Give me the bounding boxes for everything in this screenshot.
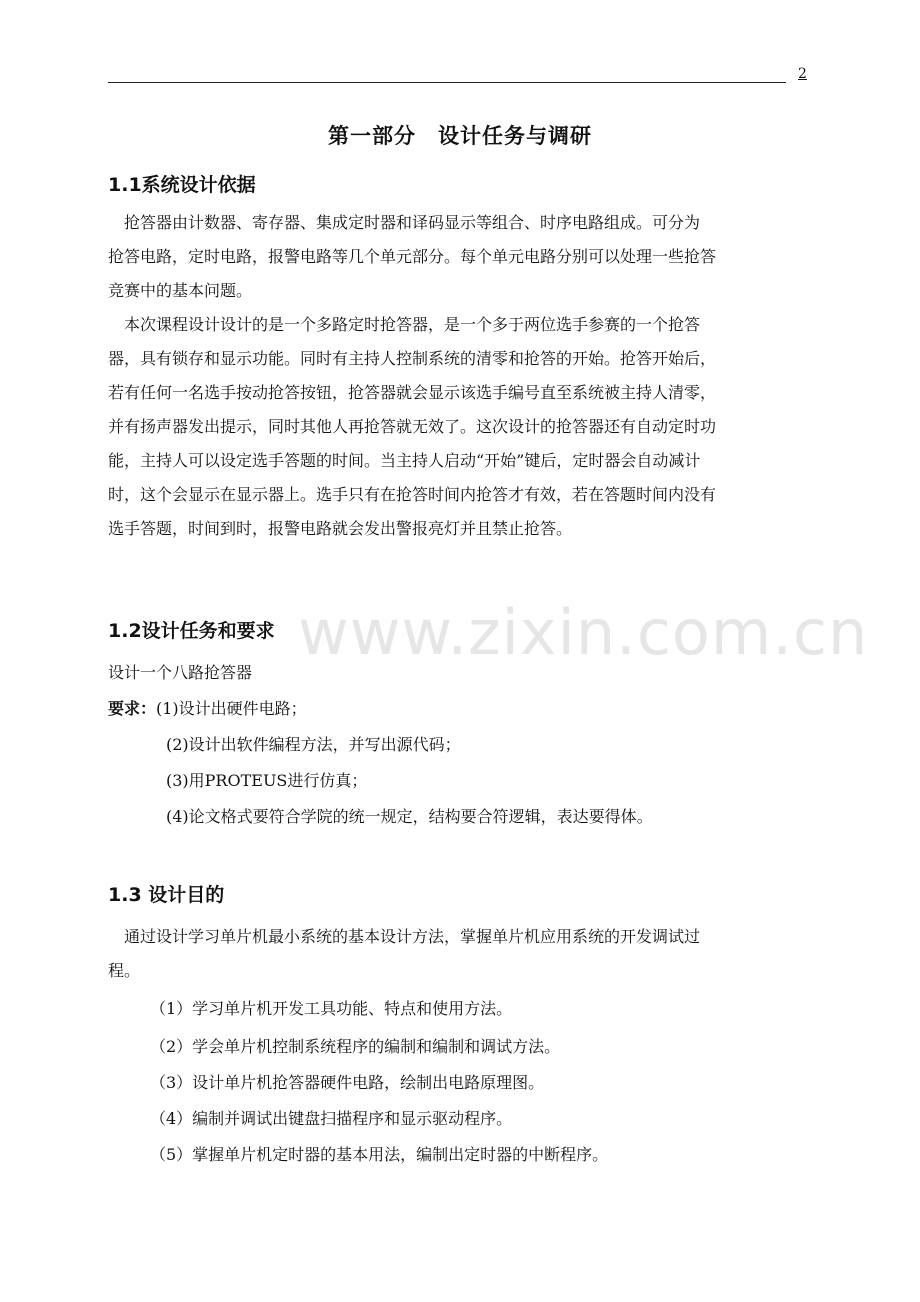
header-rule bbox=[108, 82, 786, 83]
paragraph-line: 本次课程设计设计的是一个多路定时抢答器，是一个多于两位选手参赛的一个抢答 bbox=[108, 315, 701, 334]
objective-item: （3）设计单片机抢答器硬件电路，绘制出电路原理图。 bbox=[150, 1073, 545, 1092]
section-heading-1-3: 1.3 设计目的 bbox=[108, 884, 225, 906]
paragraph-line: 时，这个会显示在显示器上。选手只有在抢答时间内抢答才有效，若在答题时间内没有 bbox=[108, 485, 717, 504]
paragraph-line: 器，具有锁存和显示功能。同时有主持人控制系统的清零和抢答的开始。抢答开始后， bbox=[108, 349, 717, 368]
requirement-item: (3)用PROTEUS进行仿真； bbox=[166, 771, 368, 790]
paragraph-line: 抢答电路，定时电路，报警电路等几个单元部分。每个单元电路分别可以处理一些抢答 bbox=[108, 247, 717, 266]
task-line: 设计一个八路抢答器 bbox=[108, 663, 253, 682]
paragraph-1-1-b bbox=[108, 308, 814, 546]
paragraph-line: 抢答器由计数器、寄存器、集成定时器和译码显示等组合、时序电路组成。可分为 bbox=[108, 213, 701, 232]
paragraph-line: 竞赛中的基本问题。 bbox=[108, 281, 253, 300]
paragraph-1-1-a bbox=[108, 206, 814, 308]
requirement-item: (1)设计出硬件电路； bbox=[156, 699, 307, 718]
paragraph-line: 选手答题，时间到时，报警电路就会发出警报亮灯并且禁止抢答。 bbox=[108, 519, 573, 538]
paragraph-line: 程。 bbox=[108, 961, 141, 980]
objective-item: （2）学会单片机控制系统程序的编制和编制和调试方法。 bbox=[150, 1037, 561, 1056]
objective-item: （1）学习单片机开发工具功能、特点和使用方法。 bbox=[150, 999, 513, 1018]
paragraph-1-3 bbox=[108, 920, 814, 988]
watermark: www.zixin.com.cn bbox=[298, 596, 869, 669]
page-number: 2 bbox=[798, 66, 807, 82]
objective-item: （4）编制并调试出键盘扫描程序和显示驱动程序。 bbox=[150, 1109, 513, 1128]
paragraph-line: 并有扬声器发出提示，同时其他人再抢答就无效了。这次设计的抢答器还有自动定时功 bbox=[108, 417, 717, 436]
paragraph-line: 若有任何一名选手按动抢答按钮，抢答器就会显示该选手编号直至系统被主持人清零， bbox=[108, 383, 717, 402]
paragraph-line: 通过设计学习单片机最小系统的基本设计方法，掌握单片机应用系统的开发调试过 bbox=[108, 927, 701, 946]
section-heading-1-1: 1.1系统设计依据 bbox=[108, 174, 256, 196]
requirement-item: (4)论文格式要符合学院的统一规定，结构要合符逻辑，表达要得体。 bbox=[166, 807, 653, 826]
chapter-title: 第一部分 设计任务与调研 bbox=[328, 124, 592, 148]
paragraph-line: 能，主持人可以设定选手答题的时间。当主持人启动“开始”键后，定时器会自动减计 bbox=[108, 451, 701, 470]
requirements-label: 要求： bbox=[108, 699, 157, 718]
objective-item: （5）掌握单片机定时器的基本用法，编制出定时器的中断程序。 bbox=[150, 1145, 609, 1164]
requirement-item: (2)设计出软件编程方法，并写出源代码； bbox=[166, 735, 461, 754]
section-heading-1-2: 1.2设计任务和要求 bbox=[108, 620, 275, 642]
